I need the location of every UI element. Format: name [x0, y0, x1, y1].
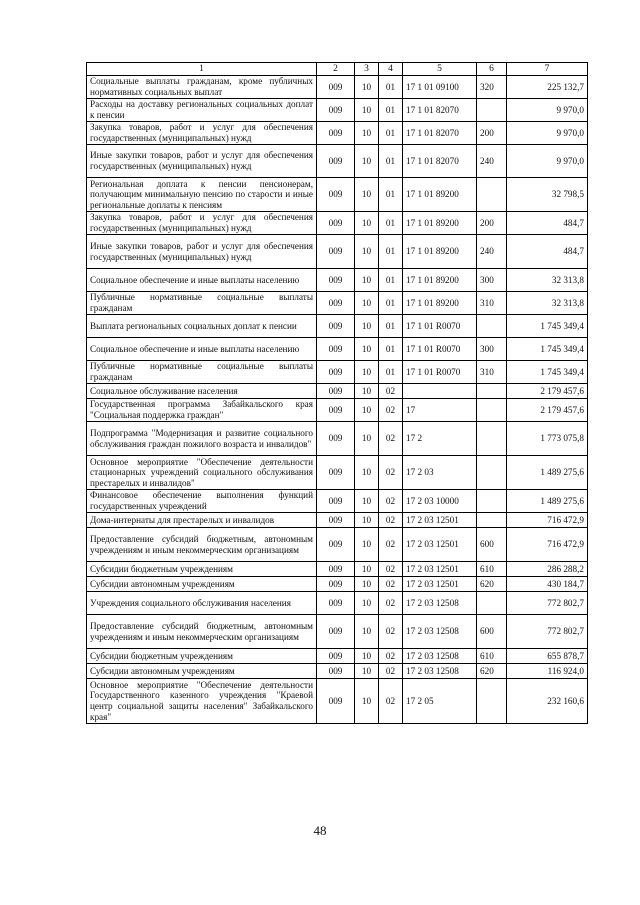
- row-ved: 009: [317, 399, 355, 422]
- row-ved: 009: [317, 615, 355, 649]
- table-row: [87, 679, 588, 724]
- table-row: [87, 422, 588, 456]
- column-header: 3: [355, 63, 379, 76]
- row-rz: 10: [355, 513, 379, 528]
- row-vr: 610: [477, 562, 507, 577]
- row-csr: 17 1 01 82070: [403, 145, 477, 178]
- row-rz: 10: [355, 399, 379, 422]
- table-row: [87, 456, 588, 490]
- row-pr: 02: [379, 384, 403, 399]
- row-rz: 10: [355, 577, 379, 592]
- table-row: [87, 664, 588, 679]
- row-pr: 02: [379, 528, 403, 562]
- table-row: [87, 315, 588, 338]
- row-pr: 01: [379, 315, 403, 338]
- row-name: Иные закупки товаров, работ и услуг для обеспечения государственных (муниципальных) нужд: [87, 235, 317, 269]
- table-row: [87, 269, 588, 292]
- row-vr: [477, 99, 507, 122]
- row-csr: 17: [403, 399, 477, 422]
- row-sum: 2 179 457,6: [507, 399, 588, 422]
- row-name: Расходы на доставку региональных социальных доплат к пенсии: [87, 99, 317, 122]
- row-csr: 17 2 03 12501: [403, 577, 477, 592]
- row-csr: 17 1 01 82070: [403, 122, 477, 145]
- row-pr: 01: [379, 269, 403, 292]
- row-vr: [477, 315, 507, 338]
- row-pr: 02: [379, 513, 403, 528]
- row-rz: 10: [355, 145, 379, 178]
- row-sum: 32 798,5: [507, 178, 588, 212]
- table-row: [87, 649, 588, 664]
- row-pr: 01: [379, 99, 403, 122]
- row-sum: 772 802,7: [507, 615, 588, 649]
- row-rz: 10: [355, 562, 379, 577]
- row-rz: 10: [355, 361, 379, 384]
- row-vr: [477, 399, 507, 422]
- row-sum: 286 288,2: [507, 562, 588, 577]
- row-vr: [477, 490, 507, 513]
- row-ved: 009: [317, 76, 355, 99]
- row-sum: 116 924,0: [507, 664, 588, 679]
- row-ved: 009: [317, 315, 355, 338]
- row-ved: 009: [317, 592, 355, 615]
- row-rz: 10: [355, 679, 379, 724]
- header-row: [87, 63, 588, 76]
- row-vr: [477, 178, 507, 212]
- row-name: Социальное обеспечение и иные выплаты населению: [87, 269, 317, 292]
- row-sum: 716 472,9: [507, 513, 588, 528]
- row-sum: 9 970,0: [507, 122, 588, 145]
- row-rz: 10: [355, 456, 379, 490]
- row-rz: 10: [355, 292, 379, 315]
- row-rz: 10: [355, 269, 379, 292]
- row-name: Дома-интернаты для престарелых и инвалидов: [87, 513, 317, 528]
- row-ved: 009: [317, 384, 355, 399]
- table-row: [87, 99, 588, 122]
- row-name: Социальные выплаты гражданам, кроме публичных нормативных социальных выплат: [87, 76, 317, 99]
- row-csr: 17 1 01 R0070: [403, 338, 477, 361]
- row-name: Иные закупки товаров, работ и услуг для обеспечения государственных (муниципальных) нужд: [87, 145, 317, 178]
- column-header: 6: [477, 63, 507, 76]
- row-rz: 10: [355, 338, 379, 361]
- row-pr: 01: [379, 235, 403, 269]
- row-ved: 009: [317, 649, 355, 664]
- row-sum: 772 802,7: [507, 592, 588, 615]
- row-vr: [477, 592, 507, 615]
- row-sum: 9 970,0: [507, 145, 588, 178]
- row-vr: 240: [477, 235, 507, 269]
- row-pr: 01: [379, 178, 403, 212]
- row-rz: 10: [355, 384, 379, 399]
- row-pr: 02: [379, 664, 403, 679]
- column-header: 1: [87, 63, 317, 76]
- table-row: [87, 76, 588, 99]
- table-row: [87, 361, 588, 384]
- row-ved: 009: [317, 178, 355, 212]
- row-vr: 620: [477, 577, 507, 592]
- row-pr: 01: [379, 338, 403, 361]
- row-name: Субсидии бюджетным учреждениям: [87, 649, 317, 664]
- table-row: [87, 145, 588, 178]
- column-header: 2: [317, 63, 355, 76]
- row-pr: 02: [379, 592, 403, 615]
- row-vr: 600: [477, 528, 507, 562]
- row-vr: [477, 513, 507, 528]
- row-name: Основное мероприятие "Обеспечение деятельности стационарных учреждений социального обслуживания престарелых и инвалидов": [87, 456, 317, 490]
- row-ved: 009: [317, 528, 355, 562]
- row-pr: 02: [379, 456, 403, 490]
- row-vr: [477, 456, 507, 490]
- table-row: [87, 338, 588, 361]
- table-row: [87, 235, 588, 269]
- row-vr: 300: [477, 269, 507, 292]
- row-rz: 10: [355, 422, 379, 456]
- row-csr: 17 1 01 89200: [403, 269, 477, 292]
- table-row: [87, 490, 588, 513]
- row-name: Социальное обслуживание населения: [87, 384, 317, 399]
- row-ved: 009: [317, 361, 355, 384]
- row-pr: 02: [379, 422, 403, 456]
- row-csr: 17 1 01 89200: [403, 292, 477, 315]
- row-ved: 009: [317, 122, 355, 145]
- row-ved: 009: [317, 292, 355, 315]
- row-name: Закупка товаров, работ и услуг для обеспечения государственных (муниципальных) нужд: [87, 212, 317, 235]
- table-row: [87, 592, 588, 615]
- row-rz: 10: [355, 490, 379, 513]
- row-csr: 17 2 03 10000: [403, 490, 477, 513]
- row-sum: 32 313,8: [507, 269, 588, 292]
- row-ved: 009: [317, 269, 355, 292]
- row-ved: 009: [317, 145, 355, 178]
- row-pr: 02: [379, 649, 403, 664]
- row-vr: [477, 679, 507, 724]
- row-csr: 17 1 01 R0070: [403, 315, 477, 338]
- row-name: Учреждения социального обслуживания населения: [87, 592, 317, 615]
- row-csr: 17 2: [403, 422, 477, 456]
- column-header: 4: [379, 63, 403, 76]
- budget-table: [86, 62, 588, 724]
- row-name: Финансовое обеспечение выполнения функций государственных учреждений: [87, 490, 317, 513]
- row-rz: 10: [355, 122, 379, 145]
- row-rz: 10: [355, 315, 379, 338]
- row-csr: [403, 384, 477, 399]
- row-sum: 9 970,0: [507, 99, 588, 122]
- row-name: Государственная программа Забайкальского края "Социальная поддержка граждан": [87, 399, 317, 422]
- row-csr: 17 2 03 12501: [403, 528, 477, 562]
- row-sum: 430 184,7: [507, 577, 588, 592]
- row-rz: 10: [355, 99, 379, 122]
- row-vr: [477, 422, 507, 456]
- row-vr: 610: [477, 649, 507, 664]
- row-ved: 009: [317, 212, 355, 235]
- row-csr: 17 2 03 12501: [403, 513, 477, 528]
- row-pr: 02: [379, 562, 403, 577]
- table-row: [87, 292, 588, 315]
- row-ved: 009: [317, 679, 355, 724]
- row-sum: 716 472,9: [507, 528, 588, 562]
- row-csr: 17 2 03 12508: [403, 592, 477, 615]
- row-ved: 009: [317, 664, 355, 679]
- table-row: [87, 399, 588, 422]
- row-name: Предоставление субсидий бюджетным, автономным учреждениям и иным некоммерческим организациям: [87, 528, 317, 562]
- row-name: Закупка товаров, работ и услуг для обеспечения государственных (муниципальных) нужд: [87, 122, 317, 145]
- row-sum: 484,7: [507, 235, 588, 269]
- row-sum: 484,7: [507, 212, 588, 235]
- row-name: Субсидии автономным учреждениям: [87, 664, 317, 679]
- row-name: Выплата региональных социальных доплат к пенсии: [87, 315, 317, 338]
- row-rz: 10: [355, 235, 379, 269]
- row-pr: 02: [379, 399, 403, 422]
- row-sum: 1 745 349,4: [507, 361, 588, 384]
- row-rz: 10: [355, 615, 379, 649]
- row-ved: 009: [317, 456, 355, 490]
- row-vr: 200: [477, 122, 507, 145]
- page-number: 48: [313, 823, 327, 838]
- row-sum: 32 313,8: [507, 292, 588, 315]
- row-name: Субсидии бюджетным учреждениям: [87, 562, 317, 577]
- row-pr: 02: [379, 679, 403, 724]
- row-rz: 10: [355, 178, 379, 212]
- table-row: [87, 122, 588, 145]
- table-row: [87, 178, 588, 212]
- row-rz: 10: [355, 212, 379, 235]
- row-sum: 2 179 457,6: [507, 384, 588, 399]
- table-row: [87, 577, 588, 592]
- row-pr: 01: [379, 361, 403, 384]
- row-name: Социальное обеспечение и иные выплаты населению: [87, 338, 317, 361]
- row-vr: 620: [477, 664, 507, 679]
- row-ved: 009: [317, 99, 355, 122]
- row-ved: 009: [317, 513, 355, 528]
- table-row: [87, 212, 588, 235]
- row-csr: 17 2 03: [403, 456, 477, 490]
- row-name: Подпрограмма "Модернизация и развитие социального обслуживания граждан пожилого возраста и инвалидов": [87, 422, 317, 456]
- row-vr: 300: [477, 338, 507, 361]
- table-row: [87, 562, 588, 577]
- row-name: Региональная доплата к пенсии пенсионерам, получающим минимальную пенсию по старости и иные региональные доплаты к пенсиям: [87, 178, 317, 212]
- row-name: Субсидии автономным учреждениям: [87, 577, 317, 592]
- row-csr: 17 1 01 09100: [403, 76, 477, 99]
- row-vr: 320: [477, 76, 507, 99]
- row-ved: 009: [317, 422, 355, 456]
- row-vr: 200: [477, 212, 507, 235]
- row-sum: 1 489 275,6: [507, 490, 588, 513]
- row-rz: 10: [355, 664, 379, 679]
- row-vr: 310: [477, 361, 507, 384]
- row-vr: 600: [477, 615, 507, 649]
- row-pr: 02: [379, 577, 403, 592]
- row-name: Предоставление субсидий бюджетным, автономным учреждениям и иным некоммерческим организациям: [87, 615, 317, 649]
- row-csr: 17 1 01 89200: [403, 178, 477, 212]
- row-sum: 225 132,7: [507, 76, 588, 99]
- table-row: [87, 513, 588, 528]
- row-csr: 17 1 01 89200: [403, 212, 477, 235]
- row-csr: 17 2 03 12508: [403, 615, 477, 649]
- row-sum: 1 745 349,4: [507, 338, 588, 361]
- row-name: Публичные нормативные социальные выплаты гражданам: [87, 292, 317, 315]
- row-rz: 10: [355, 592, 379, 615]
- row-vr: [477, 384, 507, 399]
- row-pr: 01: [379, 145, 403, 178]
- row-csr: 17 1 01 R0070: [403, 361, 477, 384]
- row-vr: 240: [477, 145, 507, 178]
- row-ved: 009: [317, 235, 355, 269]
- row-pr: 02: [379, 490, 403, 513]
- row-sum: 1 745 349,4: [507, 315, 588, 338]
- row-ved: 009: [317, 490, 355, 513]
- row-ved: 009: [317, 577, 355, 592]
- row-ved: 009: [317, 338, 355, 361]
- row-name: Основное мероприятие "Обеспечение деятельности Государственного казенного учреждения "Краевой центр социальной защиты населения" Забайкальского края": [87, 679, 317, 724]
- row-rz: 10: [355, 76, 379, 99]
- table-row: [87, 615, 588, 649]
- row-csr: 17 1 01 89200: [403, 235, 477, 269]
- row-ved: 009: [317, 562, 355, 577]
- row-pr: 01: [379, 292, 403, 315]
- row-csr: 17 2 03 12508: [403, 649, 477, 664]
- row-csr: 17 2 03 12501: [403, 562, 477, 577]
- row-vr: 310: [477, 292, 507, 315]
- table-body: [87, 76, 588, 724]
- row-csr: 17 2 05: [403, 679, 477, 724]
- table-row: [87, 384, 588, 399]
- row-sum: 232 160,6: [507, 679, 588, 724]
- row-sum: 1 489 275,6: [507, 456, 588, 490]
- column-header: 5: [403, 63, 477, 76]
- row-sum: 1 773 075,8: [507, 422, 588, 456]
- row-rz: 10: [355, 528, 379, 562]
- row-csr: 17 1 01 82070: [403, 99, 477, 122]
- column-header: 7: [507, 63, 588, 76]
- row-pr: 02: [379, 615, 403, 649]
- row-sum: 655 878,7: [507, 649, 588, 664]
- row-csr: 17 2 03 12508: [403, 664, 477, 679]
- row-pr: 01: [379, 212, 403, 235]
- row-name: Публичные нормативные социальные выплаты гражданам: [87, 361, 317, 384]
- row-rz: 10: [355, 649, 379, 664]
- row-pr: 01: [379, 76, 403, 99]
- row-pr: 01: [379, 122, 403, 145]
- table-row: [87, 528, 588, 562]
